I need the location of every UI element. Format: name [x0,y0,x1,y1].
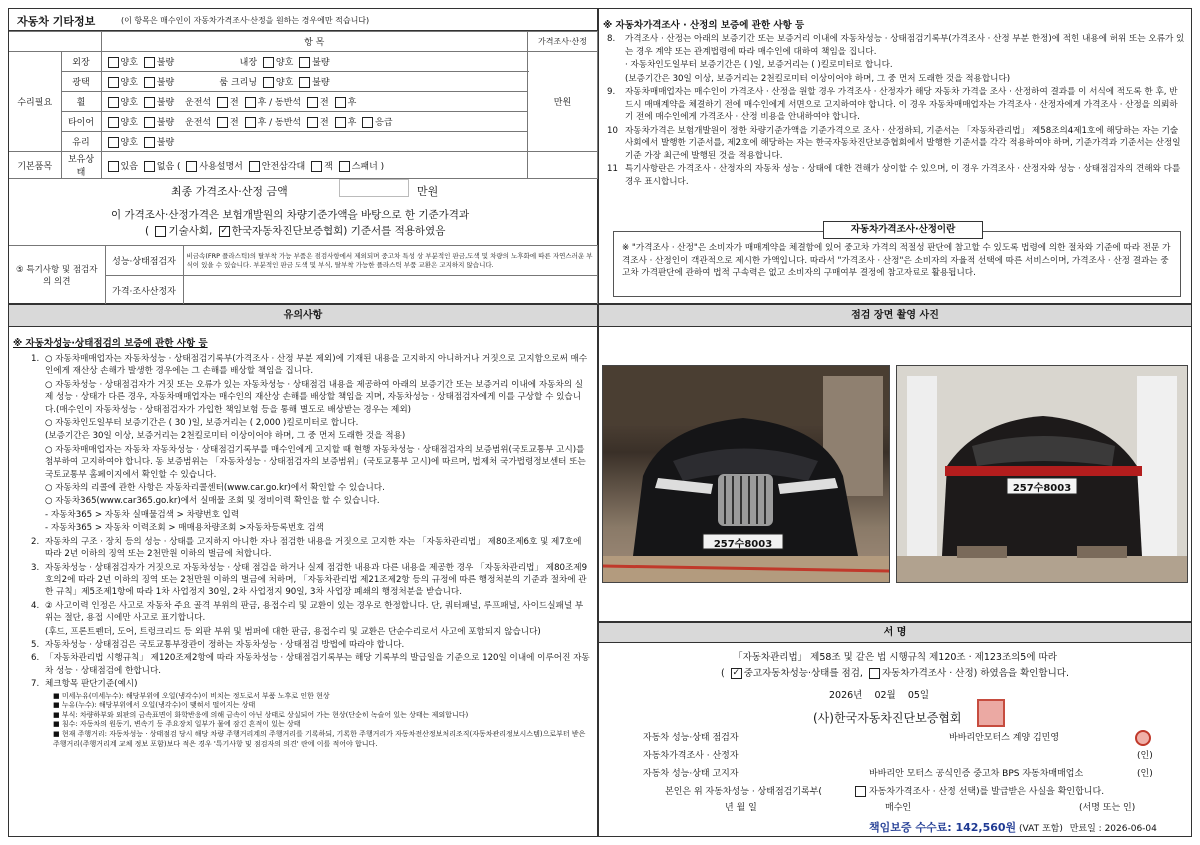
checkbox[interactable] [155,226,166,237]
notice-title: 유의사항 [9,305,597,327]
special-inspector-text: 비금속(FRP 플라스틱)의 탈부착 가능 부품은 점검사항에서 제외되며 중고차 특성 상 부분적인 판금,도색 및 차량의 노후화에 따른 자연스러운 부식이 있을 수 있습니다. 부분적인 판금 도색 및 부식, 탈부착 가능한 플라스틱 부품 교환은 고지하지 않습니다. [183,246,598,276]
checkbox[interactable] [108,161,119,172]
notice-item: (후드, 프론트펜더, 도어, 트렁크리드 등 외판 부위 및 범퍼에 대한 판금, 용접수리 및 교환은 단순수리로서 사고에 포함되지 않습니다) [45,626,541,637]
front-car-photo [602,365,890,583]
fee-row: 책임보증 수수료: 142,560원 (VAT 포함) 만료일 : 2026-06-04 [869,821,1157,834]
sign-row-appraiser: 자동차가격조사 · 산정자 (인) [643,751,1153,761]
checkbox[interactable] [245,117,256,128]
expiry-date: 만료일 : 2026-06-04 [1069,824,1157,834]
stamp-icon [1135,730,1151,746]
vehicle-other-info-section [8,8,598,304]
checkbox[interactable] [855,786,866,797]
repair-label: 수리필요 [9,52,61,152]
guarantee-item: 11 특기사항란은 가격조사 · 산정자의 자동차 성능 · 상태에 대한 견해가 상이할 수 있으며, 이 경우 가격조사 · 산정자와 성능 · 상태점검자의 견해와 다를 경우 표시합니다. [607,164,1181,187]
definition-title: 자동차가격조사·산정이란 [823,221,983,239]
org-seal [977,699,1005,727]
row-label: 타이어 [61,112,101,132]
criteria-item: ■ 누유(누수): 해당부위에서 오일(냉각수)이 맺혀서 떨어지는 상태 [53,701,256,710]
notice-item: ○ 자동차365(www.car365.go.kr)에서 실매물 조회 및 정비이력 확인을 할 수 있습니다. [45,496,380,507]
checkbox[interactable] [108,137,119,148]
notice-section [8,304,598,837]
row-label: 광택 [61,72,101,92]
checkbox[interactable] [217,117,228,128]
final-price-input[interactable] [339,179,409,197]
checkbox[interactable] [339,161,350,172]
checkbox[interactable] [307,117,318,128]
checkbox[interactable] [249,161,260,172]
criteria-item: ■ 부식: 차량하부와 외판의 금속표면이 화학반응에 의해 금속이 아닌 상태로 상실되어 가는 현상(단순히 녹슬어 있는 상태는 제외합니다) [53,710,469,719]
repair-table: 항 목 가격조사·산정 수리필요 외장 양호 불량 내장 양호 불량 만원 광택 양호 불량 룸 크리닝 양호 불량 휠 양호 불량 운전석 전 후 / 동반석 전 후 타이어 양호 불량 운전석 전 후 / 동반석 전 후 응급 유리 양호 불량 기본품목 보유상태 있음 없음 ( 사용설명서 안전삼각대 잭 스패너 ) [9,31,598,179]
checkbox[interactable] [144,117,155,128]
sign-confirm: 본인은 위 자동차성능 · 상태점검기록부( 자동차가격조사 · 산정 선택)를 발급받은 사실을 확인합니다. [665,787,1105,797]
checkbox[interactable] [108,57,119,68]
notice-item: 2. 자동차의 구조 · 장치 등의 성능 · 상태를 고지하지 아니한 자나 점검한 내용을 거짓으로 고지한 자는 「자동차관리법」 제80조제6호 및 제7호에 따라 2년 이하의 징역 또는 2천만원 이하의 벌금에 처합니다. [31,536,582,560]
checkbox[interactable]: ✓ [732,668,741,678]
checkbox[interactable] [144,137,155,148]
checkbox[interactable] [362,117,373,128]
rear-car-photo [896,365,1188,583]
car-rear-image [897,366,1188,583]
notice-item: - 자동차365 > 자동차 이력조회 > 매매용차량조회 >자동차등록번호 검색 [45,523,324,534]
checkbox[interactable] [144,97,155,108]
checkbox[interactable] [311,161,322,172]
special-notes-table [9,245,598,305]
standard-note-1: 이 가격조사·산정가격은 보험개발원의 차량기준가액을 바탕으로 한 기준가격과 [111,209,470,221]
org-name: (사)한국자동차진단보증협회 [813,711,962,725]
checkbox[interactable] [335,97,346,108]
checkbox[interactable] [186,161,197,172]
row-label: 유리 [61,132,101,152]
criteria-item: ■ 미세누유(미세누수): 해당부위에 오일(냉각수)이 비치는 정도로서 부품 노후로 인한 현상 [53,691,330,700]
sign-line-1: 「자동차관리법」 제58조 및 같은 법 시행규칙 제120조 · 제123조의5에 따라 [733,652,1057,663]
standard-note-2: ( 기술사회, ✓ 한국자동차진단보증협회) 기준서를 적용하였음 [145,225,446,237]
checkbox[interactable] [307,97,318,108]
photo-section [598,304,1192,622]
sign-row-inspector: 자동차 성능·상태 점검자 바바리안모터스 계양 김민영 [607,729,1183,747]
notice-item: 3. 자동차성능 · 상태점검자가 거짓으로 자동차성능 · 상태 점검을 하거나 실제 점검한 내용과 다른 내용을 제공한 경우 「자동차관리법」 제80조제9호의2에 따라 2년 이하의 징역 또는 2천만원 이하의 벌금에 처하며, 「자동차관리법 제21조제2항 등의 규정에 따른 행정처분의 기준과 절차에 관한 규칙」제5조제1항에 따라 1차 사업정지 30일, 2차 사업정지 90일, 3차 사업장 폐쇄의 행정처분을 받습니다. [31,562,588,598]
checkbox[interactable] [869,668,880,679]
special-inspector-label: 성능·상태점검자 [105,246,183,276]
checkbox[interactable] [144,161,155,172]
notice-item: 7. 체크항목 판단기준(예시) [31,679,138,690]
price-unit: 만원 [528,52,598,152]
checkbox[interactable] [144,57,155,68]
checkbox[interactable] [335,117,346,128]
checkbox[interactable] [245,97,256,108]
final-price-unit: 만원 [417,185,439,198]
guarantee-item: 10 자동차가격은 보험개발원이 정한 차량기준가액을 기준가격으로 조사 · 산정하되, 기준서는 「자동차관리법」 제58조의4제1호에 해당하는 자는 기술사회에서 발행한 기준서를, 제2호에 해당하는 자는 한국자동차진단보증협회에서 발행한 기준서를 각각 적용하여야 하며, 기준가격과 기준서는 산정일 기준 가장 최근에 발행된 것을 적용합니다. [607,125,1181,161]
checkbox[interactable] [108,77,119,88]
sign-date: 2026년 02월 05일 [829,690,930,701]
row-label: 휠 [61,92,101,112]
signature-section [598,622,1192,837]
section-title: ※ 자동차가격조사 · 산정의 보증에 관한 사항 등 [603,20,805,31]
price-guarantee-items [607,33,1185,189]
notice-item: (보증기간은 30일 이상, 보증거리는 2천킬로미터 이상이어야 하며, 그 중 먼저 도래한 것을 적용) [45,431,406,442]
col-price-header: 가격조사·산정 [528,32,598,52]
row-label: 외장 [61,52,101,72]
checkbox[interactable] [144,77,155,88]
notice-item: ○ 자동차의 리콜에 관한 사항은 자동차리콜센터(www.car.go.kr)에서 확인할 수 있습니다. [45,483,385,494]
notice-item: ○ 자동차매매업자는 자동차 자동차성능 · 상태점검기록부를 매수인에게 고지할 때 현행 자동차성능 · 상태점검자의 보증범위(국토교통부 고시)를 첨부하여 고지하여야 합니다. 동 보증범위는 「자동차성능 · 상태점검자의 보증범위」(국토교통부 고시)에 따르며, 법제처 국가법령정보센터 또는 국토교통부 홈페이지에서 확인할 수 있습니다. [45,444,586,480]
notice-item: 4. ② 사고이력 인정은 사고로 자동차 주요 골격 부위의 판금, 용접수리 및 교환이 있는 경우로 한정합니다. 단, 쿼터패널, 루프패널, 사이드실패널 부위는 절단, 용접 시에만 사고로 표기합니다. [31,600,584,624]
notice-subtitle: ※ 자동차성능·상태점검의 보증에 관한 사항 등 [13,338,208,349]
criteria-item: ■ 현재 주행거리: 자동차성능 · 상태점검 당시 해당 차량 주행거리계의 주행거리를 기록하되, 기록한 주행거리가 자동차전산정보처리조직(자동차관리정보시스템)으로부터 받은 주행거리(주행거리계 교체 정보 포함)보다 적은 경우 '특기사항 및 점검자의 의견' 란에 이를 적어야 합니다. [53,729,586,748]
photo-title: 점검 장면 촬영 사진 [599,305,1191,327]
notice-items [31,353,591,749]
guarantee-item: 9. 자동차매매업자는 매수인이 가격조사 · 산정을 원할 경우 가격조사 · 산정자가 해당 자동차 가격을 조사 · 산정하여 결과를 이 서식에 적도록 한 후, 반드시 매매계약을 체결하기 전에 매수인에게 서면으로 고지하여야 합니다. 이 경우 자동차매매업자는 가격조사 · 산정자에게 가격조사 · 산정을 의뢰하기 전에 매수인에게 가격조사 · 산정 비용을 안내하여야 합니다. [607,87,1178,122]
front-plate: 257수8003 [713,539,773,550]
checkbox[interactable] [263,77,274,88]
sign-buyer: 년 월 일 매수인 (서명 또는 인) [725,803,1136,813]
guarantee-item: 8. 가격조사 · 산정는 아래의 보증기간 또는 보증거리 이내에 자동차성능 · 상태점검기록부(가격조사 · 산정 부분 한정)에 적힌 내용에 허위 또는 오류가 있는 경우 계약 또는 관계법령에 따라 매수인에 대하여 책임을 집니다. [607,34,1185,57]
checkbox[interactable]: ✓ [220,225,228,236]
basic-status: 보유상태 [61,152,101,179]
notice-item: 1. ○ 자동차매매업자는 자동차성능 · 상태점검기록부(가격조사 · 산정 부분 제외)에 기재된 내용을 고지하지 아니하거나 거짓으로 고지함으로써 매수인에게 재산상 손해가 발생한 경우에는 그 손해를 배상할 책임을 집니다. [31,354,588,377]
fee-amount: 책임보증 수수료: 142,560원 [869,821,1017,834]
notice-item: 5. 자동차성능 · 상태점검은 국토교통부장관이 정하는 자동차성능 · 상태점검 방법에 따라야 합니다. [31,639,405,650]
basic-label: 기본품목 [9,152,61,179]
rear-plate: 257수8003 [1012,483,1072,494]
section-title-note: (이 항목은 매수인이 자동차가격조사·산정을 원하는 경우에만 적습니다) [121,16,370,25]
special-label: ⑤ 특기사항 및 점검자의 의견 [9,246,105,305]
sign-row-notifier: 자동차 성능·상태 고지자 바바리안 모터스 공식인증 중고차 BPS 자동차매매업소 (인) [643,769,1153,779]
checkbox[interactable] [299,77,310,88]
section-title: 자동차 기타정보 [17,15,96,28]
price-guarantee-section [598,8,1192,304]
col-item-header: 항 목 [101,32,528,52]
final-price-label: 최종 가격조사·산정 금액 [171,185,288,198]
guarantee-item: (보증기간은 30일 이상, 보증거리는 2천킬로미터 이상이어야 하며, 그 중 먼저 도래한 것을 적용합니다) [625,73,1011,84]
definition-box: ※ "가격조사 · 산정"은 소비자가 매매계약을 체결함에 있어 중고차 가격의 적절성 판단에 참고할 수 있도록 법령에 의한 절차와 기준에 따라 전문 가격조사 · 산정인이 객관적으로 제시한 가액입니다. 따라서 "가격조사 · 산정"은 소비자의 자율적 선택에 따른 서비스이며, 가격조사 · 산정 결과는 중고차 가격판단에 관하여 법적 구속력은 없고 소비자의 구매여부 결정에 참고자료로 활용됩니다. [613,231,1181,297]
criteria-item: ■ 침수: 자동차의 원동기, 변속기 등 주요장치 일부가 물에 잠긴 흔적이 있는 상태 [53,720,301,729]
checkbox[interactable] [263,57,274,68]
guarantee-item: · 자동차인도일부터 보증기간은 ( )일, 보증거리는 ( )킬로미터로 합니다. [625,60,893,70]
row-label: 내장 [239,58,258,68]
car-front-image [603,366,890,583]
notice-item: ○ 자동차인도일부터 보증기간은 ( 30 )일, 보증거리는 ( 2,000 )킬로미터로 합니다. [45,418,359,429]
checkbox[interactable] [217,97,228,108]
sign-line-2: ( ✓ 중고자동차성능·상태를 점검, 자동차가격조사 · 산정) 하였음을 확인합니다. [721,668,1069,679]
checkbox[interactable] [108,117,119,128]
checkbox[interactable] [108,97,119,108]
notice-item: - 자동차365 > 자동차 실매물검색 > 차량번호 입력 [45,509,240,520]
row-label: 룸 크리닝 [219,78,258,88]
special-appraiser-label: 가격·조사산정자 [105,276,183,305]
notice-item: ○ 자동차성능 · 상태점검자가 거짓 또는 오류가 있는 자동차성능 · 상태점검 내용을 제공하여 아래의 보증기간 또는 보증거리 이내에 자동차의 실제 성능 · 상태가 다른 경우, 자동차매매업자는 매수인의 재산상 손해를 배상할 책임을 지며, 자동차성능 · 상태점검자에게 이를 구상할 수 있습니다.(매수인이 자동차성능 · 상태점검자가 가입한 책임보험 등을 통해 별도로 배상받는 경우는 제외) [45,379,584,415]
notice-item: 6. 「자동차관리법 시행규칙」 제120조제2항에 따라 자동차성능 · 상태점검기록부는 해당 기록부의 발급일을 기준으로 120일 이내에 이루어진 자동차 성능 · 상태점검에 한합니다. [31,653,590,676]
signature-title: 서 명 [599,623,1191,643]
checkbox[interactable] [299,57,310,68]
